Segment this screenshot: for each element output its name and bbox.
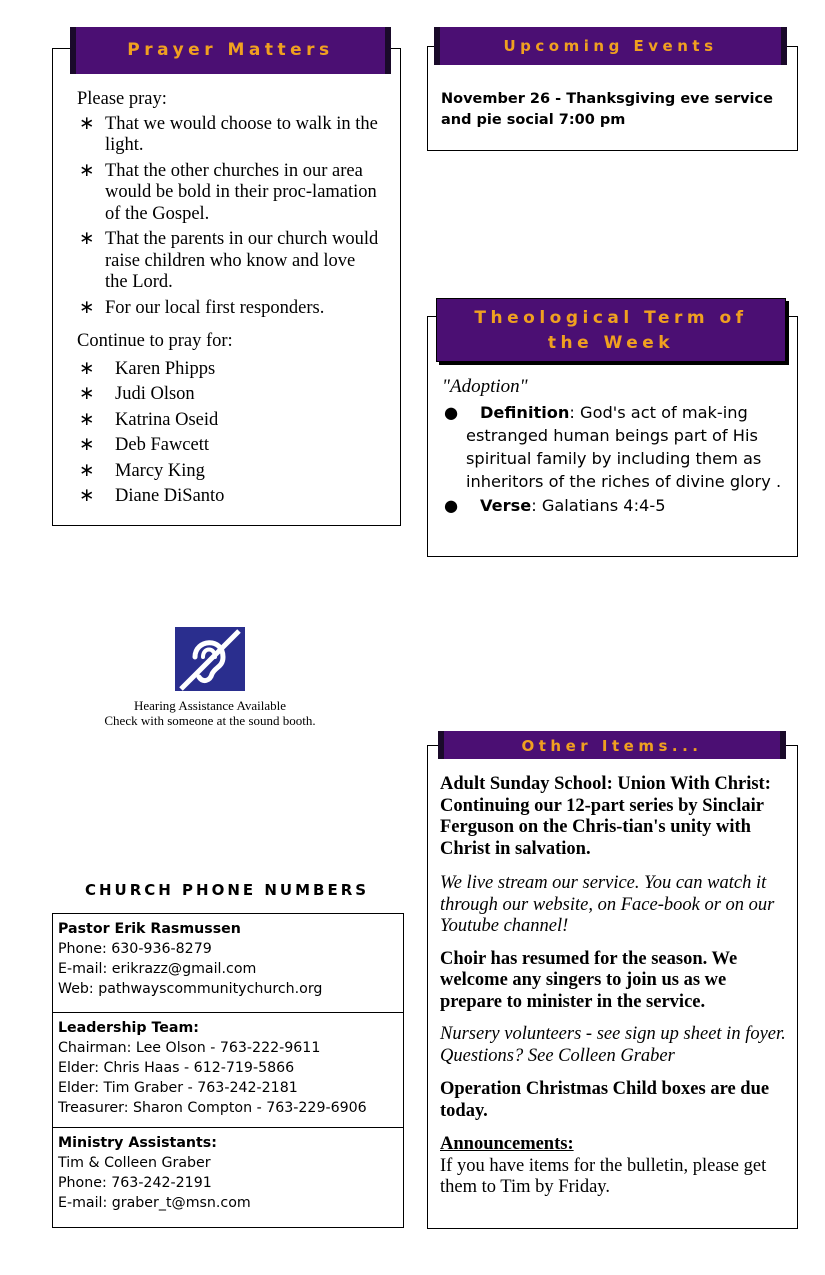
pastor-email: E-mail: erikrazz@gmail.com xyxy=(58,961,257,977)
bullet-icon: ● xyxy=(444,496,459,515)
choir-text: Choir has resumed for the season. We welcome any singers to join us as we prepare to minister in the service. xyxy=(440,948,738,1012)
hearing-line2: Check with someone at the sound booth. xyxy=(104,713,316,728)
pastor-web: Web: pathwayscommunitychurch.org xyxy=(58,981,323,997)
announcements-text: If you have items for the bulletin, please get them to Tim by Friday. xyxy=(440,1155,767,1197)
sunday-school-text: Adult Sunday School: Union With Christ: Continuing our 12-part series by Sinclair Ferguson on the Chris-tian's unity with Christ in salvation. xyxy=(440,774,771,859)
hearing-assistance xyxy=(60,627,360,728)
livestream-text: We live stream our service. You can watch it through our website, on Face-book or on our Youtube channel! xyxy=(440,873,775,936)
list-item: ∗ Diane DiSanto xyxy=(77,484,382,510)
list-item: ∗ Karen Phipps xyxy=(77,357,382,383)
term-banner: Theological Term of the Week xyxy=(436,298,786,362)
list-item: ∗ That the other churches in our area would be bold in their proc-lamation of the Gospel. xyxy=(77,161,382,226)
prayer-continue-label: Continue to pray for: xyxy=(77,331,233,351)
list-item: ∗ That the parents in our church would raise children who know and love the Lord. xyxy=(77,229,382,294)
phone-title: CHURCH PHONE NUMBERS xyxy=(84,881,370,899)
leadership-line: Treasurer: Sharon Compton - 763-229-6906 xyxy=(58,1100,367,1116)
prayer-names xyxy=(77,357,382,510)
ministry-section xyxy=(53,1128,403,1219)
leadership-section xyxy=(53,1013,403,1128)
list-item: ∗ Marcy King xyxy=(77,459,382,485)
ministry-header: Ministry Assistants: xyxy=(58,1135,217,1151)
list-item: ∗ For our local first responders. xyxy=(77,298,382,320)
leadership-line: Elder: Tim Graber - 763-242-2181 xyxy=(58,1080,298,1096)
hearing-line1: Hearing Assistance Available xyxy=(133,698,287,713)
events-text: November 26 - Thanksgiving eve service and pie social 7:00 pm xyxy=(441,91,773,128)
prayer-box xyxy=(52,48,401,526)
events-banner: Upcoming Events xyxy=(434,27,787,65)
leadership-header: Leadership Team: xyxy=(58,1020,199,1036)
nursery-text: Nursery volunteers - see sign up sheet in foyer. Questions? See Colleen Graber xyxy=(440,1024,786,1066)
occ-text: Operation Christmas Child boxes are due today. xyxy=(440,1079,770,1121)
pastor-phone: Phone: 630-936-8279 xyxy=(58,941,212,957)
pastor-name: Pastor Erik Rasmussen xyxy=(58,921,241,937)
term-word-text: "Adoption" xyxy=(442,376,528,397)
ministry-line: Tim & Colleen Graber xyxy=(58,1155,211,1171)
leadership-line: Chairman: Lee Olson - 763-222-9611 xyxy=(58,1040,321,1056)
ministry-line: E-mail: graber_t@msn.com xyxy=(58,1195,251,1211)
verse-text: : Galatians 4:4-5 xyxy=(531,496,666,515)
other-banner: Other Items... xyxy=(438,731,786,759)
hearing-assistance-icon xyxy=(175,627,245,691)
pastor-section xyxy=(53,914,403,1013)
ministry-line: Phone: 763-242-2191 xyxy=(58,1175,212,1191)
term-definition xyxy=(442,401,782,517)
prayer-banner: Prayer Matters xyxy=(70,27,391,74)
list-item: ∗ That we would choose to walk in the light. xyxy=(77,114,382,157)
definition-label: Definition xyxy=(480,403,570,422)
phone-box xyxy=(52,913,404,1228)
other-box xyxy=(427,745,798,1229)
prayer-list xyxy=(77,114,382,320)
definition-text: : God's act of mak-ing estranged human beings part of His spiritual family by including them as inheritors of the riches of divine glory . xyxy=(466,403,782,491)
list-item: ∗ Katrina Oseid xyxy=(77,408,382,434)
verse-label: Verse xyxy=(480,496,532,515)
list-item: ∗ Deb Fawcett xyxy=(77,433,382,459)
term-word xyxy=(442,376,528,398)
list-item: ∗ Judi Olson xyxy=(77,382,382,408)
other-content xyxy=(440,774,792,1199)
announcements-label: Announcements: xyxy=(440,1134,574,1154)
prayer-intro: Please pray: xyxy=(77,89,167,109)
bullet-icon: ● xyxy=(444,403,459,422)
leadership-line: Elder: Chris Haas - 612-719-5866 xyxy=(58,1060,295,1076)
